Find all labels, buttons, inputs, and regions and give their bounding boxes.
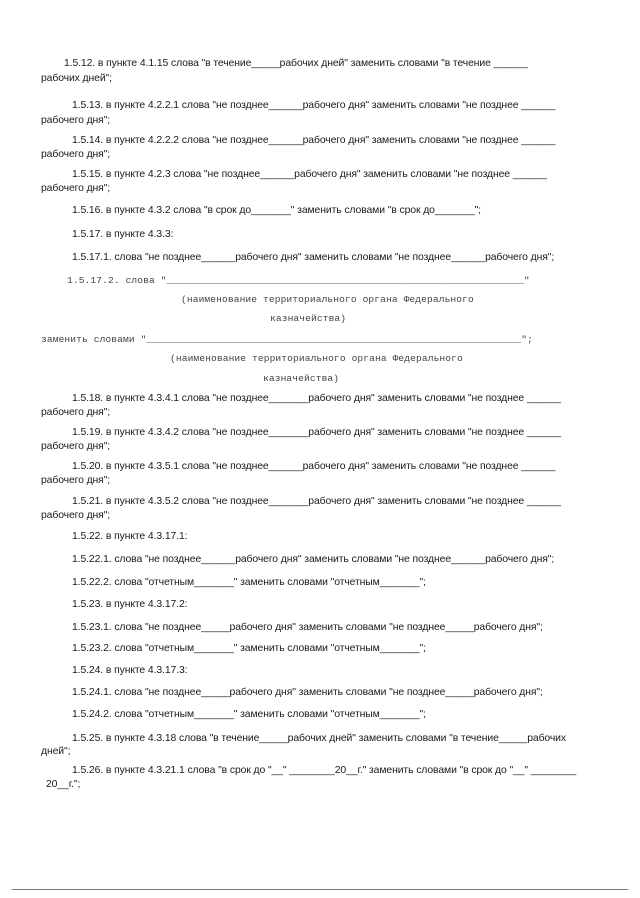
item-1-5-13-line-1: 1.5.13. в пункте 4.2.2.1 слова "не позднее______рабочего дня" заменить словами "не позднее ______ (72, 100, 556, 111)
item-1-5-20-line-2: рабочего дня"; (41, 475, 111, 486)
item-1-5-18-line-1: 1.5.18. в пункте 4.3.4.1 слова "не позднее_______рабочего дня" заменить словами "не позднее ______ (72, 393, 561, 404)
item-1-5-12-line-1: 1.5.12. в пункте 4.1.15 слова "в течение_____рабочих дней" заменить словами "в течение ______ (64, 58, 528, 69)
item-1-5-23-1: 1.5.23.1. слова "не позднее_____рабочего дня" заменить словами "не позднее_____рабочего дня"; (72, 622, 543, 633)
item-1-5-19-line-1: 1.5.19. в пункте 4.3.4.2 слова "не позднее_______рабочего дня" заменить словами "не позднее ______ (72, 427, 561, 438)
item-1-5-25-line-2: дней"; (41, 746, 71, 757)
page-bottom-rule (12, 889, 628, 890)
item-1-5-17-2-caption-1: (наименование территориального органа Федерального (181, 294, 474, 305)
item-1-5-21-line-1: 1.5.21. в пункте 4.3.5.2 слова "не позднее_______рабочего дня" заменить словами "не позднее ______ (72, 496, 561, 507)
item-1-5-17: 1.5.17. в пункте 4.3.3: (72, 229, 174, 240)
item-1-5-16: 1.5.16. в пункте 4.3.2 слова "в срок до_______" заменить словами "в срок до_______"; (72, 205, 481, 216)
item-1-5-15-line-2: рабочего дня"; (41, 183, 111, 194)
item-1-5-14-line-1: 1.5.14. в пункте 4.2.2.2 слова "не позднее______рабочего дня" заменить словами "не позднее ______ (72, 135, 556, 146)
item-1-5-17-2-caption-2: (наименование территориального органа Федерального (170, 353, 463, 364)
item-1-5-22-2: 1.5.22.2. слова "отчетным_______" заменить словами "отчетным_______"; (72, 577, 426, 588)
item-1-5-17-2-caption-2b: казначейства) (263, 373, 340, 384)
item-1-5-24-1: 1.5.24.1. слова "не позднее_____рабочего дня" заменить словами "не позднее_____рабочего дня"; (72, 687, 543, 698)
item-1-5-17-2-caption-1b: казначейства) (270, 313, 347, 324)
item-1-5-22: 1.5.22. в пункте 4.3.17.1: (72, 531, 188, 542)
item-1-5-23-2: 1.5.23.2. слова "отчетным_______" заменить словами "отчетным_______"; (72, 643, 426, 654)
item-1-5-25-line-1: 1.5.25. в пункте 4.3.18 слова "в течение_____рабочих дней" заменить словами "в течение_____рабочих (72, 733, 566, 744)
item-1-5-23: 1.5.23. в пункте 4.3.17.2: (72, 599, 188, 610)
item-1-5-21-line-2: рабочего дня"; (41, 510, 111, 521)
item-1-5-17-1: 1.5.17.1. слова "не позднее______рабочего дня" заменить словами "не позднее______рабочего дня"; (72, 252, 555, 263)
item-1-5-18-line-2: рабочего дня"; (41, 407, 111, 418)
item-1-5-22-1: 1.5.22.1. слова "не позднее______рабочего дня" заменить словами "не позднее______рабочего дня"; (72, 554, 555, 565)
item-1-5-19-line-2: рабочего дня"; (41, 441, 111, 452)
item-1-5-15-line-1: 1.5.15. в пункте 4.2.3 слова "не позднее______рабочего дня" заменить словами "не позднее ______ (72, 169, 547, 180)
item-1-5-17-2-line-1: 1.5.17.2. слова "_____________________________________________________________" (67, 275, 530, 286)
item-1-5-20-line-1: 1.5.20. в пункте 4.3.5.1 слова "не позднее______рабочего дня" заменить словами "не позднее ______ (72, 461, 556, 472)
item-1-5-17-2-line-2: заменить словами "________________________________________________________________"; (41, 334, 534, 345)
item-1-5-24-2: 1.5.24.2. слова "отчетным_______" заменить словами "отчетным_______"; (72, 709, 426, 720)
item-1-5-12-line-2: рабочих дней"; (41, 73, 112, 84)
item-1-5-26-line-2: 20__г."; (46, 779, 81, 790)
item-1-5-14-line-2: рабочего дня"; (41, 149, 111, 160)
item-1-5-26-line-1: 1.5.26. в пункте 4.3.21.1 слова "в срок до "__" ________20__г." заменить словами "в срок до "__" ________ (72, 765, 577, 776)
item-1-5-24: 1.5.24. в пункте 4.3.17.3: (72, 665, 188, 676)
item-1-5-13-line-2: рабочего дня"; (41, 115, 111, 126)
